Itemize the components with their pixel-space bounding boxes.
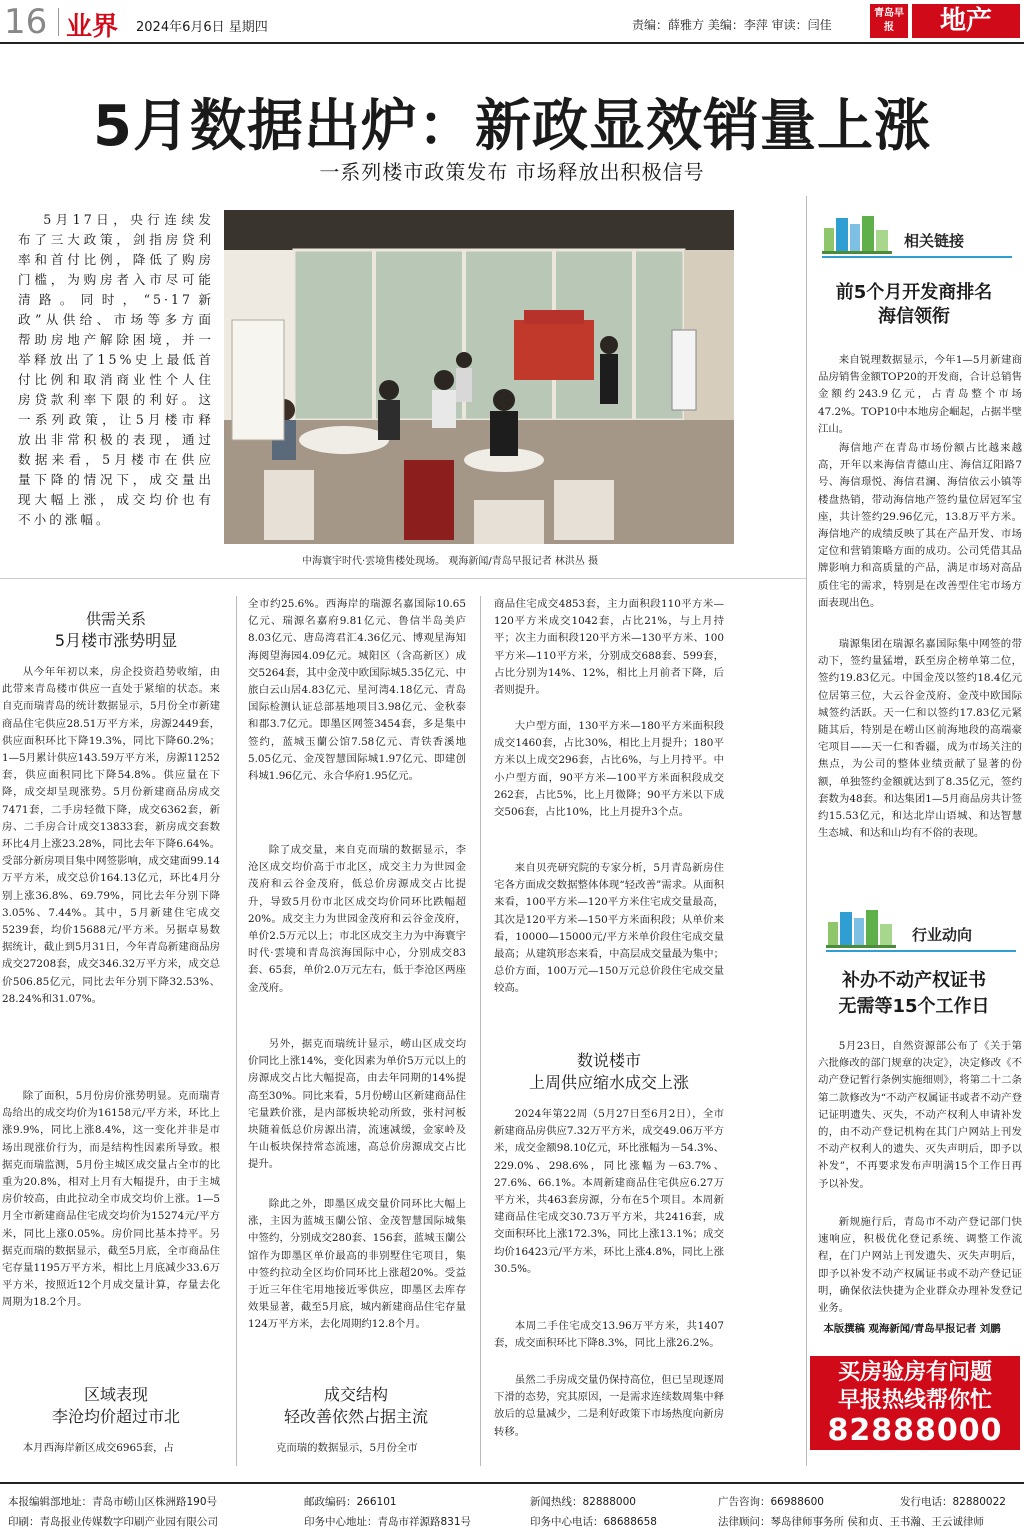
col2-paragraph-5: 克而瑞的数据显示，5月份全市 xyxy=(276,1442,418,1454)
section-divider xyxy=(0,578,806,579)
col2-paragraph-1: 全市约25.6%。西海岸的瑞源名嘉国际10.65亿元、瑞源名嘉府9.81亿元、鲁信半岛美庐8.03亿元、唐岛湾君汇4.36亿元、博观星海知海阅望海园4.09亿元。城阳区（含高新区）成交5264套，其中金茂中欧国际城5.35亿元、中旅白云山居4.83亿元、星河湾4.18亿元、青岛国际检测认证总部基地项目3.98亿元、金秋泰和郡3.7亿元。即墨区网签3454套，多是集中签约，蓝城玉蘭公馆7.58亿元、青铁香溪地5.05亿元、金茂智慧国际城1.97亿元、即建创科城1.96亿元、永合华府1.95亿元。 xyxy=(248,598,466,783)
hotline-line1: 买房验房有问题 xyxy=(837,1360,992,1385)
col1-subtitle-region: 区域表现 xyxy=(83,1385,148,1404)
sidebar2-paragraph-1: 5月23日，自然资源部公布了《关于第六批修改的部门规章的决定》，决定修改《不动产登记暂行条例实施细则》，将第二十二条第二款修改为“不动产权属证书或者不动产登记证明遗失、灭失，不动产权利人申请补发的，由不动产登记机构在其门户网站上刊发不动产权利人的遗失、灭失声明后，即予以补发”，不再要求发布声明满15个工作日再予以补发。 xyxy=(818,1040,1022,1190)
col1-paragraph-2: 除了面积，5月份房价涨势明显。克而瑞青岛给出的成交均价为16158元/平方米，环比上涨9.9%，同比上涨8.4%，这一变化并非是市场出现涨价行为，而是结构性因素所导致。根据克而瑞监测，5月份主城区成交量占全市的比重为20.8%，相对上月有大幅提升，由于主城房价较高，由此拉动全市成交均价上涨。1—5月全市新建商品住宅成交均价为15274元/平方米，同比上涨0.05%。房价同比基本持平。另据克而瑞的数据显示，截至5月底，全市商品住宅存量1195万平方米，相比上月底减少33.6万平方米，按照近12个月成交量计算，存量去化周期为18.2个月。 xyxy=(2,1090,220,1309)
editor-credits: 责编：薛雅方 美编：李萍 审读：闫佳 xyxy=(632,18,832,32)
col1-subtitle-region-main: 李沧均价超过市北 xyxy=(51,1407,180,1426)
headline: 5月数据出炉：新政显效销量上涨 xyxy=(93,94,931,159)
col3-subtitle-main: 上周供应缩水成交上涨 xyxy=(528,1073,689,1092)
box-label-rule xyxy=(826,950,1016,952)
footer-news-hotline: 新闻热线：82888000 xyxy=(530,1496,636,1508)
photo-illustration xyxy=(224,210,734,544)
sidebar2-title-line1: 补办不动产权证书 xyxy=(842,970,986,991)
lead-paragraph: 5月17日，央行连续发布了三大政策，剑指房贷利率和首付比例，降低了购房门槛，为购房者入市尽可能清路。同时，“5·17新政”从供给、市场等多方面帮助房地产解除困境，并一举释放出了15%史上最低首付比例和取消商业性个人住房贷款利率下限的利好。这一系列政策，让5月楼市释放出非常积极的表现，通过数据来看，5月楼市在供应量下降的情况下，成交量出现大幅上涨，成交均价也有不小的涨幅。 xyxy=(18,212,214,527)
subheadline: 一系列楼市政策发布 市场释放出积极信号 xyxy=(319,160,705,184)
footer-rule xyxy=(0,1482,1024,1484)
sidebar1-title-line2: 海信领衔 xyxy=(878,306,950,327)
sidebar1-paragraph-1: 来自锐理数据显示，今年1—5月新建商品房销售金额TOP20的开发商，合计总销售金额约243.9亿元，占青岛整个市场47.2%。TOP10中本地房企崛起，占据半壁江山。 xyxy=(818,354,1022,435)
writer-credit: 本版撰稿 观海新闻/青岛早报记者 刘鹏 xyxy=(823,1323,1001,1335)
photo-caption: 中海寰宇时代·雲境售楼处现场。 观海新闻/青岛早报记者 林洪丛 摄 xyxy=(302,556,599,567)
footer-address: 本报编辑部地址：青岛市崂山区株洲路190号 xyxy=(8,1496,218,1508)
header-divider xyxy=(58,8,59,36)
sales-office-photo xyxy=(224,210,734,544)
column-divider xyxy=(480,596,481,1466)
footer-ad-contact: 广告咨询：66988600 xyxy=(718,1496,824,1508)
sidebar1-paragraph-2: 海信地产在青岛市场份额占比越来越高，开年以来海信青德山庄、海信辽阳路7号、海信璟悦、海信君澜、海信依云小镇等楼盘热销，带动海信地产签约量位居冠军宝座，共计签约29.96亿元，13.8万平方米。海信地产的成绩反映了其在产品开发、市场定位和营销策略方面的成功。公司凭借其品牌影响力和高质量的产品，满足市场对高品质住宅的需求，特别是在改善型住宅市场方面表现出色。 xyxy=(818,442,1022,609)
issue-date: 2024年6月6日 星期四 xyxy=(136,20,268,35)
col2-paragraph-2: 除了成交量，来自克而瑞的数据显示，李沧区成交均价高于市北区，成交主力为世园金茂府和云谷金茂府，低总价房源成交占比提升，导致5月份市北区成交均价同环比跌幅超20%。成交主力为世园金茂府和云谷金茂府，单价2.5万元以上；市北区成交主力为中海寰宇时代·雲境和青岛滨海国际中心，分别成交83套、65套，单价2.0万元左右，低于李沧区两座金茂府。 xyxy=(248,844,466,994)
col3-paragraph-5: 本周二手住宅成交13.96万平方米，共1407套，成交面积环比下降8.3%，同比上涨26.2%。 xyxy=(494,1320,724,1350)
column-divider xyxy=(806,196,807,1466)
col3-subtitle-kicker: 数说楼市 xyxy=(576,1051,641,1070)
col1-paragraph-3: 本月西海岸新区成交6965套，占 xyxy=(22,1442,174,1454)
footer-legal: 法律顾问：琴岛律师事务所 侯和贞、王书瀚、王云诚律师 xyxy=(718,1516,984,1528)
col1-subtitle-kicker: 供需关系 xyxy=(85,610,146,628)
col3-paragraph-2: 大户型方面，130平方米—180平方米面积段成交1460套，占比30%，相比上月提升；180平方米以上成交296套，占比6%，与上月持平。中小户型方面，90平方米—100平方米面积段成交262套，占比5%，比上月微降；90平方米以下成交506套，占比10%，比上月提升3个点。 xyxy=(494,720,724,819)
col1-paragraph-1: 从今年年初以来，房企投资趋势收缩，由此带来青岛楼市供应一直处于紧缩的状态。来自克而瑞青岛的统计数据显示，5月份全市新建商品住宅供应28.51万平方米，房源2449套，供应面积环比下降19.3%，同比下降60.2%；1—5月累计供应143.59万平方米，房源11252套，供应面积同比下降54.8%。供应量在下降，成交却呈现涨势。5月份新建商品房成交7471套，二手房轻微下降，成交6362套，新房、二手房合计成交13833套，新房成交套数环比4月上涨23.28%，同比去年下降6.64%。受部分新房项目集中网签影响，成交建面99.14万平方米，成交总价164.13亿元，环比4月分别上涨36.8%、69.79%，同比去年分别下降3.05%、7.44%。其中，5月新建住宅成交5239套，均价15688元/平方米。另据卓易数据统计，截止到5月31日，今年青岛新建商品房成交27208套，成交346.32万平方米，成交总价506.85亿元，同比去年分别下降32.53%、28.24%和31.07%。 xyxy=(2,666,220,1005)
col3-paragraph-4: 2024年第22周（5月27日至6月2日），全市新建商品房供应7.32万平方米，成交49.06万平方米，成交金额98.10亿元，环比涨幅为－54.3%、229.0%、298.6%，同比涨幅为－63.7%、27.6%、66.1%。本周新建商品住宅供应6.27万平方米，共463套房源，分布在5个项目。本周新建商品住宅成交30.73万平方米，共2416套，成交面积环比上涨172.3%，同比上涨13.1%；成交均价16423元/平方米，环比上涨4.8%，同比上涨30.5%。 xyxy=(494,1108,724,1275)
sidebar2-title-line2: 无需等15个工作日 xyxy=(838,996,990,1017)
box-label-rule xyxy=(822,256,1012,258)
sidebar1-title-line1: 前5个月开发商排名 xyxy=(835,282,993,303)
channel-name: 地产 xyxy=(912,4,1020,38)
col3-paragraph-3: 来自贝壳研究院的专家分析，5月青岛新房住宅各方面成交数据整体体现“轻改善”需求。从面积来看，100平方米—120平方米住宅成交量最高，其次是120平方米—150平方米面积段；从单价来看，10000—15000元/平方米单价段住宅成交量最高；从建筑形态来看，中高层成交量最为集中；总价方面，100万元—150万元总价段住宅成交量较高。 xyxy=(494,862,724,995)
section-name: 业界 xyxy=(66,12,119,42)
footer-print-address: 印务中心地址：青岛市祥源路831号 xyxy=(304,1516,472,1528)
col3-paragraph-6: 虽然二手房成交量仍保持高位，但已呈现逐周下滑的态势，究其原因，一是需求连续数周集中释放后的总量减少，二是利好政策下市场热度向新房转移。 xyxy=(494,1374,724,1438)
hotline-number: 82888000 xyxy=(827,1413,1003,1448)
col2-paragraph-3: 另外，据克而瑞统计显示，崂山区成交均价同比上涨14%，变化因素为单价5万元以上的房源成交占比大幅提高，由去年同期的14%提高至30%。同比来看，5月份崂山区新建商品住宅量跌价涨，是内部板块轮动所致，张村河板块随着低总价房源出清，流速减缓，金家岭及午山板块保持常态流速，高总价房源成交占比提升。 xyxy=(248,1038,466,1171)
footer-print-phone: 印务中心电话：68688658 xyxy=(530,1516,657,1528)
column-divider xyxy=(236,596,237,1466)
related-links-label: 相关链接 xyxy=(904,232,965,250)
col2-subtitle-main: 轻改善依然占据主流 xyxy=(283,1407,428,1426)
hotline-line2: 早报热线帮你忙 xyxy=(837,1388,992,1413)
footer-postcode: 邮政编码：266101 xyxy=(304,1496,397,1508)
col2-subtitle-kicker: 成交结构 xyxy=(323,1385,388,1404)
footer-distribution: 发行电话：82880022 xyxy=(900,1496,1006,1508)
newspaper-logo: 青岛早报 xyxy=(870,4,908,38)
industry-news-label: 行业动向 xyxy=(912,926,973,944)
hotline-ad xyxy=(810,1356,1020,1450)
col1-subtitle-main: 5月楼市涨势明显 xyxy=(54,631,178,650)
col3-paragraph-1: 商品住宅成交4853套，主力面积段110平方米—120平方米成交1042套，占比21%，与上月持平；次主力面积段120平方米—130平方米、100平方米—110平方米，分别成交688套、599套，占比分别为14%、12%，相比上月前者下降，后者则提升。 xyxy=(494,598,724,697)
sidebar1-paragraph-3: 瑞源集团在瑞源名嘉国际集中网签的带动下，签约量猛增，跃至房企榜单第二位，签约19.83亿元。中国金茂以签约18.4亿元位居第三位，大云谷金茂府、金茂中欧国际城签约活跃。天一仁和以签约17.83亿元紧随其后，特别是在崂山区前海地段的高端豪宅项目——天一仁和香疆，成为市场关注的焦点，为公司的整体业绩贡献了显著的份额，单独签约金额就达到了8.35亿元，签约套数为48套。和达集团1—5月商品房共计签约15.53亿元，和达北岸山语城、和达智慧生态城、和达和山均有不俗的表现。 xyxy=(818,638,1022,840)
col2-paragraph-4: 除此之外，即墨区成交量价同环比大幅上涨，主因为蓝城玉蘭公馆、金茂智慧国际城集中签约，分别成交280套、156套，蓝城玉蘭公馆作为即墨区单价最高的非别墅住宅项目，集中签约拉动全区均价同环比上涨超20%。受益于近三年住宅用地接近零供应，即墨区去库存效果显著，截至5月底，城内新建商品住宅存量124万平方米，去化周期约12.8个月。 xyxy=(248,1198,466,1331)
footer-printer: 印刷：青岛报业传媒数字印刷产业园有限公司 xyxy=(8,1516,218,1528)
page-number: 16 xyxy=(4,2,48,42)
buildings-icon xyxy=(826,908,896,948)
header-rule xyxy=(0,42,1024,44)
sidebar2-paragraph-2: 新规施行后，青岛市不动产登记部门快速响应，积极优化登记系统、调整工作流程，在门户网站上刊发遗失、灭失声明后，即予以补发不动产权属证书或不动产登记证明，确保依法快捷为企业群众办理补发登记业务。 xyxy=(818,1216,1022,1315)
buildings-icon xyxy=(822,214,892,254)
